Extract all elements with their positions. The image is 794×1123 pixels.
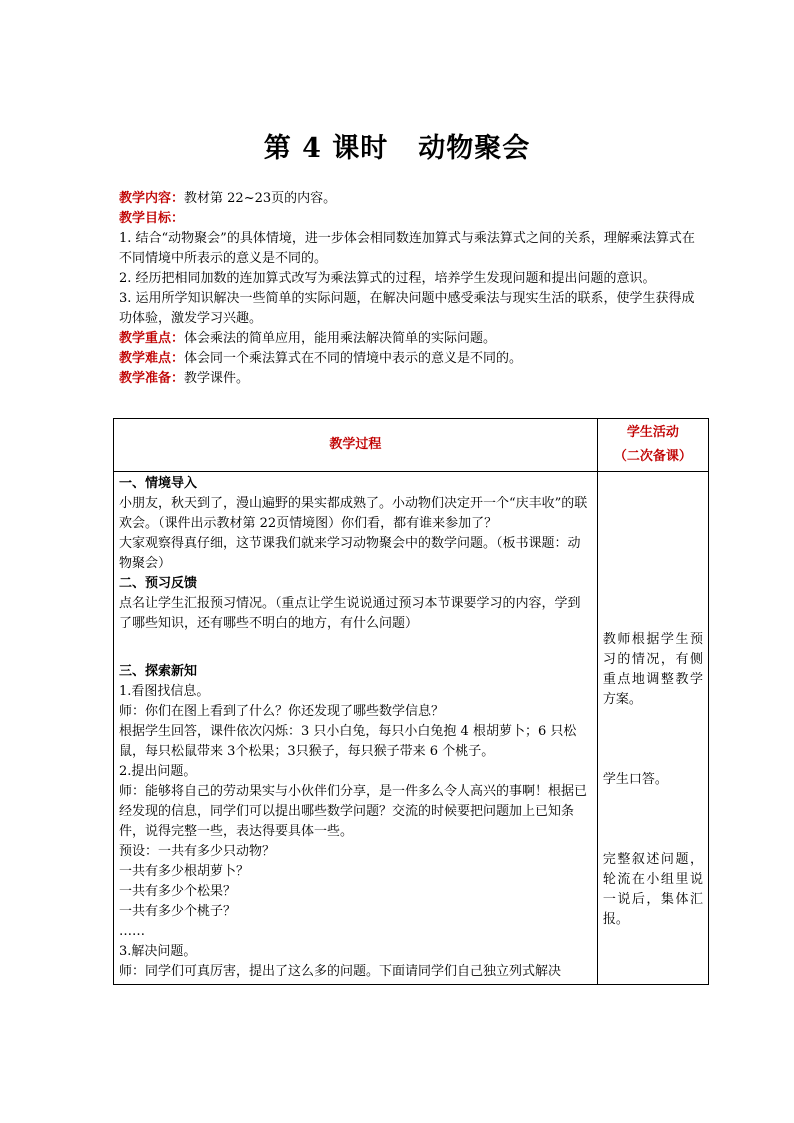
side-note-report: 完整叙述问题，轮流在小组里说一说后，集体汇报。 [602,852,703,927]
intro-goal-2: 2. 经历把相同加数的连加算式改写为乘法算式的过程，培养学生发现问题和提出问题的意识。 [119,271,656,286]
intro-keypoint: 教学重点：体会乘法的简单应用，能用乘法解决简单的实际问题。 [119,331,497,346]
side-note-preview: 教师根据学生预习的情况，有侧重点地调整教学方案。 [602,632,703,707]
intro-content: 教学内容：教材第 22~23页的内容。 [119,191,337,206]
intro-goals: 教学目标： [119,211,185,226]
header-student-activity: 学生活动 （二次备课） [597,419,708,472]
header-process: 教学过程 [114,419,598,472]
lesson-plan-table [113,418,709,985]
lesson-number: 第 4 课时 [263,133,389,164]
table-row [114,472,709,985]
side-note-answer: 学生口答。 [602,772,668,787]
intro-goal-1: 1. 结合“动物聚会”的具体情境，进一步体会相同数连加算式与乘法算式之间的关系，理解乘法算式在不同情境中所表示的意义是不同的。 [119,231,695,266]
intro-preparation: 教学准备：教学课件。 [119,371,250,386]
student-activity-column [597,472,708,985]
intro-difficulty: 教学难点：体会同一个乘法算式在不同的情境中表示的意义是不同的。 [119,351,523,366]
lesson-name: 动物聚会 [418,133,531,164]
lesson-intro [119,189,699,389]
section-intro: 一、情境导入 小朋友，秋天到了，漫山遍野的果实都成熟了。小动物们决定开一个“庆丰收”的联欢会。（课件出示教材第 22页情境图）你们看，都有谁来参加了？ 大家观察得真仔细，这节课我们就来学习动物聚会中的数学问题。（板书课题：动物聚会） 二、预习反馈 点名让学生汇报预习情况。（重点让学生说说通过预习本节课要学习的内容，学到了哪些知识，还有哪些不明白的地方，有什么问题） 三、探索新知 1.看图找信息。 师：你们在图上看到了什么？你还发现了哪些数学信息？ 根据学生回答，课件依次闪烁：3 只小白兔，每只小白兔抱 4 根胡萝卜；6 只松鼠，每只松鼠带来 3个松果；3只猴子，每只猴子带来 6 个桃子。 2.提出问题。 师：能够将自己的劳动果实与小伙伴们分享，是一件多么令人高兴的事啊！根据已经发现的信息，同学们可以提出哪些数学问题？交流的时候要把问题加上已知条件，说得完整一些，表达得要具体一些。 预设：一共有多少只动物？ 一共有多少根胡萝卜？ 一共有多少个松果？ 一共有多少个桃子？ …… 3.解决问题。 师：同学们可真厉害，提出了这么多的问题。下面请同学们自己独立列式解决 [114,472,598,985]
page-title [0,126,794,165]
table-header-row [114,419,709,472]
intro-goal-3: 3. 运用所学知识解决一些简单的实际问题，在解决问题中感受乘法与现实生活的联系，使学生获得成功体验，激发学习兴趣。 [119,291,695,326]
